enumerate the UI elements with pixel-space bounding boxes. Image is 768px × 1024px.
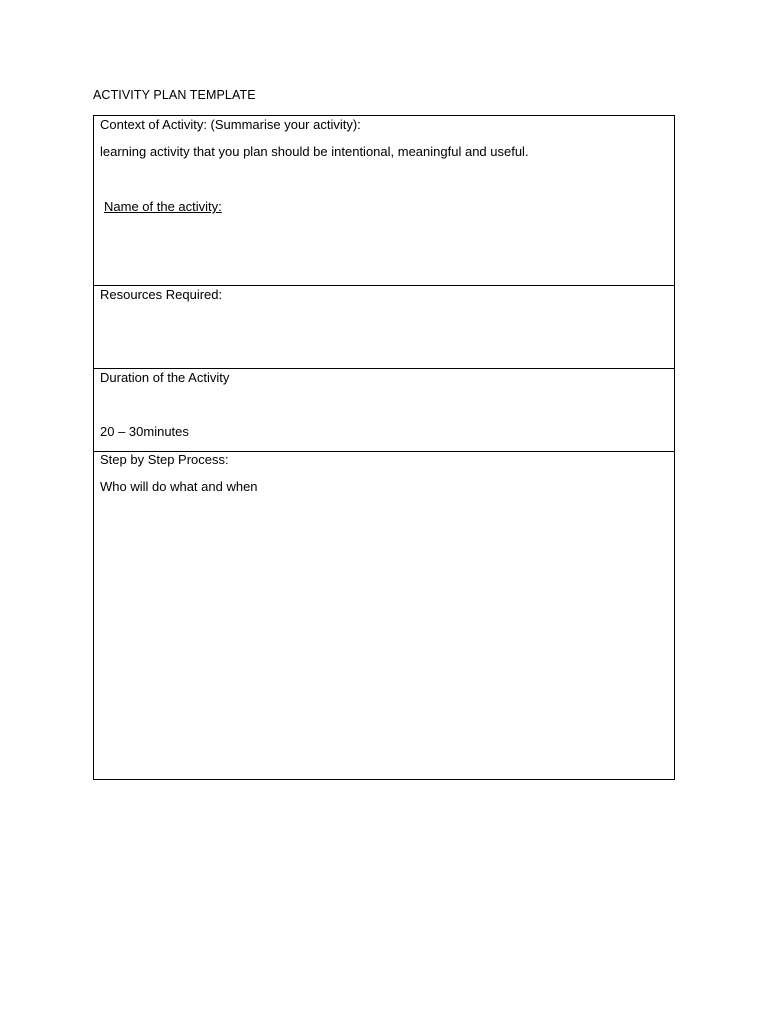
resources-heading: Resources Required: xyxy=(100,287,223,302)
duration-value: 20 – 30minutes xyxy=(100,424,189,439)
duration-heading: Duration of the Activity xyxy=(100,370,230,385)
activity-plan-table xyxy=(93,115,675,780)
duration-section xyxy=(94,369,674,452)
steps-section xyxy=(94,452,674,779)
activity-name-label: Name of the activity: xyxy=(104,199,222,214)
steps-heading: Step by Step Process: xyxy=(100,452,229,467)
context-section xyxy=(94,116,674,286)
resources-section xyxy=(94,286,674,369)
context-description: learning activity that you plan should be intentional, meaningful and useful. xyxy=(100,144,529,159)
document-title: ACTIVITY PLAN TEMPLATE xyxy=(93,88,256,102)
steps-subheading: Who will do what and when xyxy=(100,479,258,494)
context-heading: Context of Activity: (Summarise your activity): xyxy=(100,117,361,132)
